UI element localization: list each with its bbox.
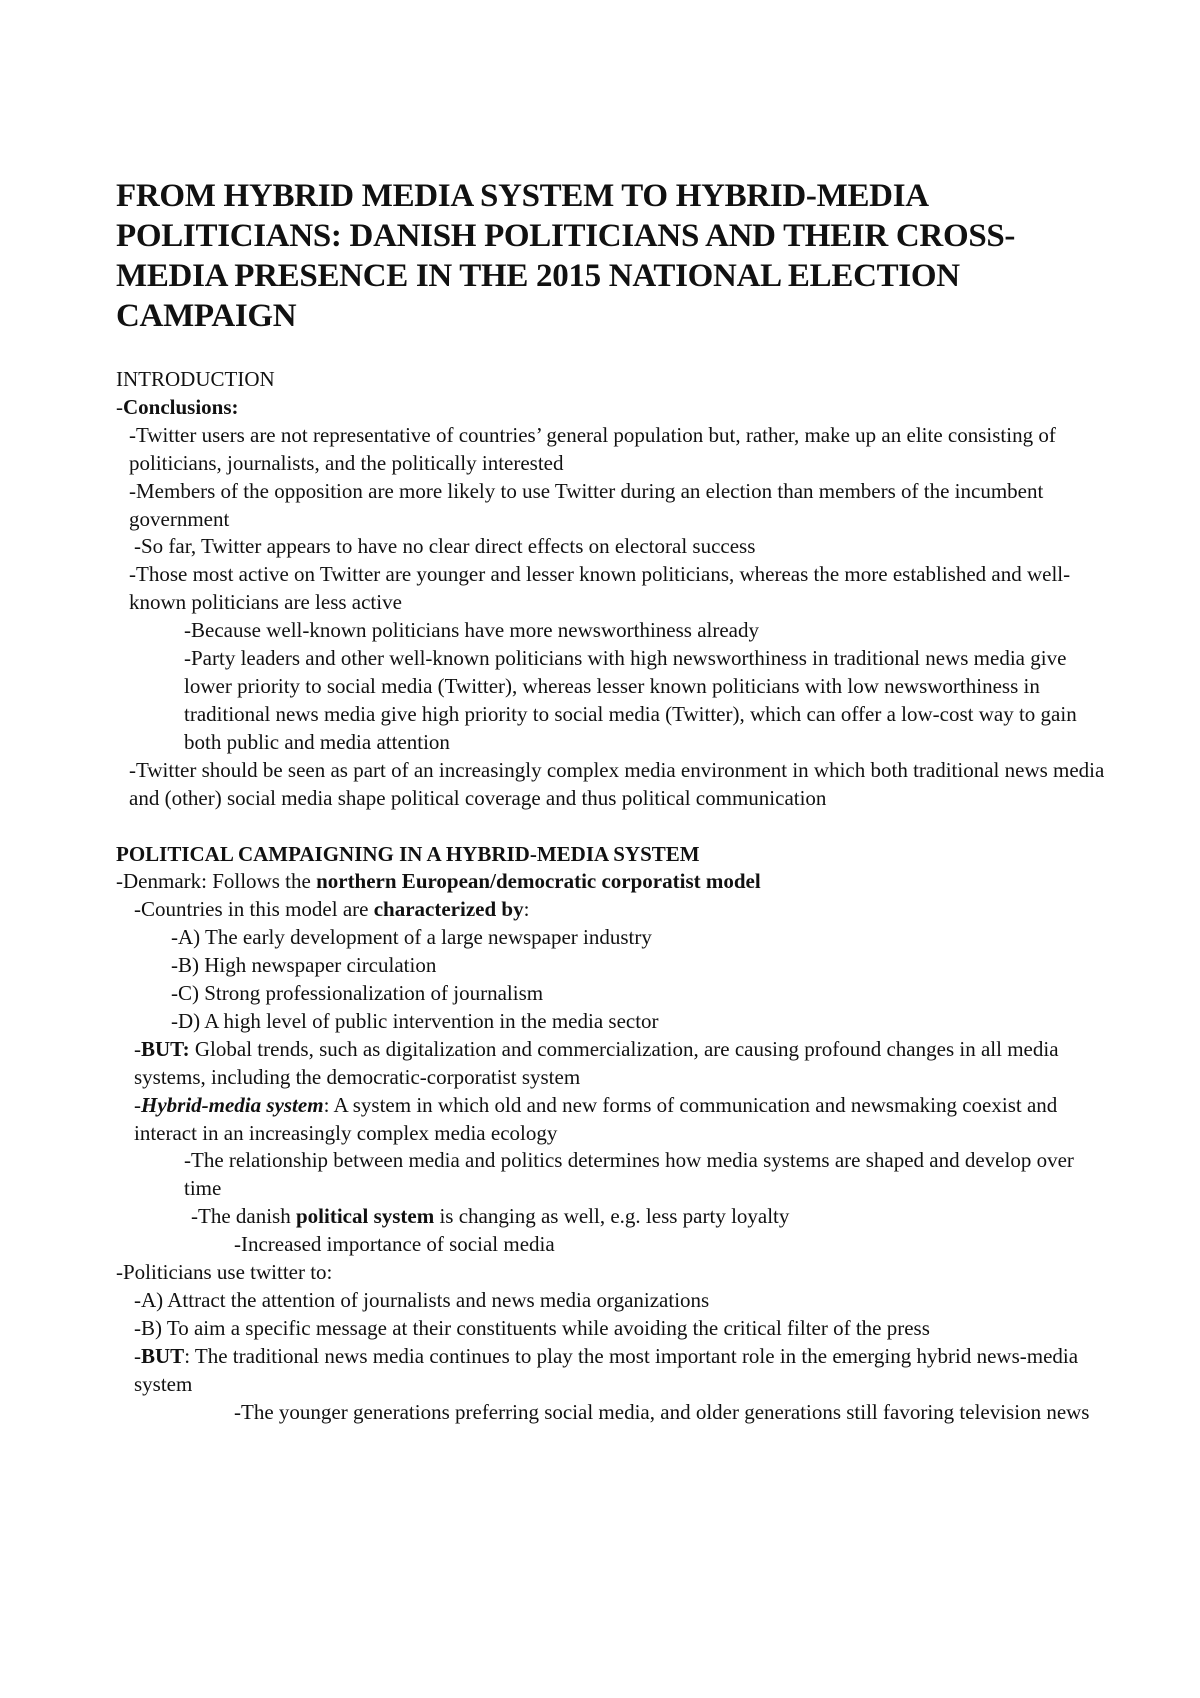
but-traditional-media: -BUT: The traditional news media continues to play the most important role in the emerging hybrid news-media system <box>134 1343 1079 1396</box>
increased-importance-line: -Increased importance of social media <box>234 1232 555 1257</box>
younger-generations-line: -The younger generations preferring social media, and older generations still favoring television news <box>234 1399 1090 1424</box>
intro-item-4: -Those most active on Twitter are younger and lesser known politicians, whereas the more established and well-known politicians are less active <box>129 562 1071 615</box>
document-body <box>116 366 1106 1427</box>
model-item-a: -A) The early development of a large newspaper industry <box>171 925 652 950</box>
intro-item-1: -Twitter users are not representative of countries’ general population but, rather, make up an elite consisting of politicians, journalists, and the politically interested <box>129 422 1056 475</box>
model-item-d: -D) A high level of public intervention in the media sector <box>171 1008 659 1033</box>
section-heading-introduction: INTRODUCTION <box>116 367 275 391</box>
characterized-by: characterized by <box>373 897 524 922</box>
intro-subitem-2: -Party leaders and other well-known politicians with high newsworthiness in traditional news media give lower priority to social media (Twitter), whereas lesser known politicians with low newsworthiness in traditional news media give high priority to social media (Twitter), which can offer a low-cost way to gain both public and media attention <box>184 646 1077 754</box>
politicians-use-twitter: -Politicians use twitter to: <box>116 1260 333 1285</box>
conclusions-label-line: -Conclusions: <box>116 394 239 419</box>
section-gap <box>116 813 1106 841</box>
but-global-trends: -BUT: Global trends, such as digitalization and commercialization, are causing profound changes in all media systems, including the democratic-corporatist system <box>134 1036 1059 1089</box>
model-item-b: -B) High newspaper circulation <box>171 953 437 978</box>
hybrid-media-definition: -Hybrid-media system: A system in which old and new forms of communication and newsmaking coexist and interact in an increasingly complex media ecology <box>134 1092 1058 1145</box>
intro-item-5: -Twitter should be seen as part of an increasingly complex media environment in which both traditional news media and (other) social media shape political coverage and thus political communication <box>129 757 1105 810</box>
danish-system-line: -The danish political system is changing as well, e.g. less party loyalty <box>191 1204 790 1229</box>
political-system-term: political system <box>295 1204 435 1229</box>
model-item-c: -C) Strong professionalization of journalism <box>171 981 544 1006</box>
twitter-use-a: -A) Attract the attention of journalists and news media organizations <box>134 1288 710 1312</box>
document-title: FROM HYBRID MEDIA SYSTEM TO HYBRID-MEDIA POLITICIANS: DANISH POLITICIANS AND THEIR CROSS-MEDIA PRESENCE IN THE 2015 NATIONAL ELECTION CAMPAIGN <box>116 178 1016 334</box>
conclusions-label: Conclusions: <box>123 394 239 419</box>
but-label-1: BUT: <box>141 1036 190 1061</box>
but-label-2: BUT <box>141 1343 185 1368</box>
countries-line: -Countries in this model are characterized by: <box>134 897 530 922</box>
denmark-model: northern European/democratic corporatist model <box>316 869 761 894</box>
relationship-item: -The relationship between media and politics determines how media systems are shaped and develop over time <box>184 1148 1074 1201</box>
twitter-use-b: -B) To aim a specific message at their constituents while avoiding the critical filter of the press <box>134 1315 930 1340</box>
intro-item-3: -So far, Twitter appears to have no clear direct effects on electoral success <box>134 534 756 559</box>
intro-item-2: -Members of the opposition are more likely to use Twitter during an election than members of the incumbent government <box>129 478 1044 531</box>
section-heading-political-campaigning: POLITICAL CAMPAIGNING IN A HYBRID-MEDIA SYSTEM <box>116 841 700 866</box>
intro-subitem-1: -Because well-known politicians have more newsworthiness already <box>184 618 759 643</box>
hybrid-media-term: Hybrid-media system <box>141 1092 324 1117</box>
document-page <box>116 176 1106 1427</box>
denmark-line: -Denmark: Follows the northern European/democratic corporatist model <box>116 869 761 894</box>
